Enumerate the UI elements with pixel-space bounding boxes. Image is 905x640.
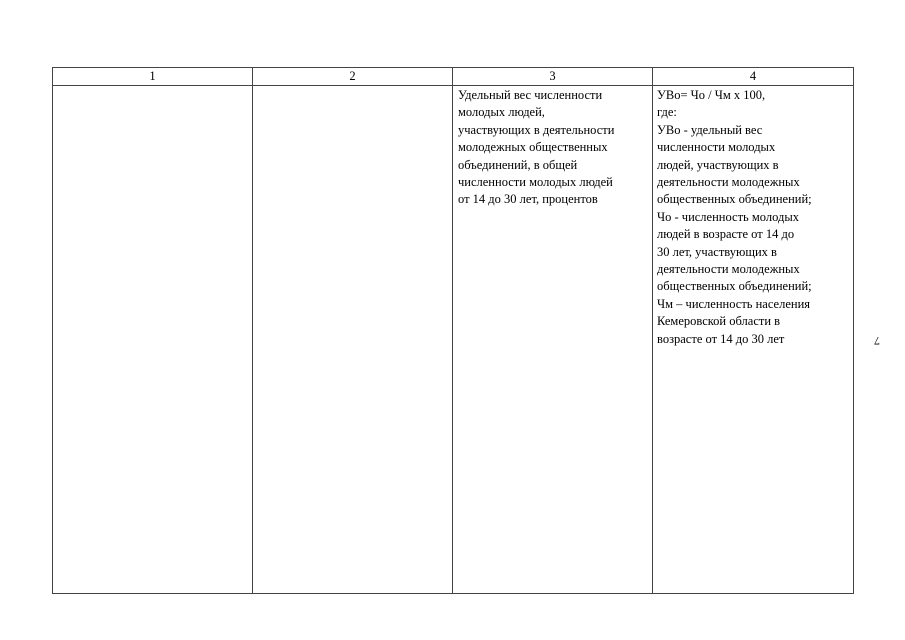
cell-column-1-text <box>53 86 252 87</box>
table-row <box>53 86 854 594</box>
cell-column-3 <box>453 86 653 594</box>
document-table <box>52 67 854 594</box>
header-cell-3: 3 <box>453 68 653 86</box>
header-cell-1: 1 <box>53 68 253 86</box>
table-header-row <box>53 68 854 86</box>
cell-column-1 <box>53 86 253 594</box>
cell-column-2-text <box>253 86 452 87</box>
cell-column-2 <box>253 86 453 594</box>
header-cell-2: 2 <box>253 68 453 86</box>
indicator-name-text: Удельный вес численности молодых людей, участвующих в деятельности молодежных общественных объединений, в общей численности молодых людей от 14 до 30 лет, процентов <box>458 88 615 207</box>
header-cell-4: 4 <box>653 68 854 86</box>
cell-column-4 <box>653 86 854 594</box>
page-number: 7 <box>874 334 880 348</box>
formula-text: УВо= Чо / Чм х 100, где: УВо - удельный вес численности молодых людей, участвующих в деятельности молодежных общественных объединений; Чо - численность молодых людей в возрасте от 14 до 30 лет, участвующих в деятельности молодежных общественных объединений; Чм – численность населения Кемеровской области в возрасте от 14 до 30 лет <box>657 88 812 346</box>
